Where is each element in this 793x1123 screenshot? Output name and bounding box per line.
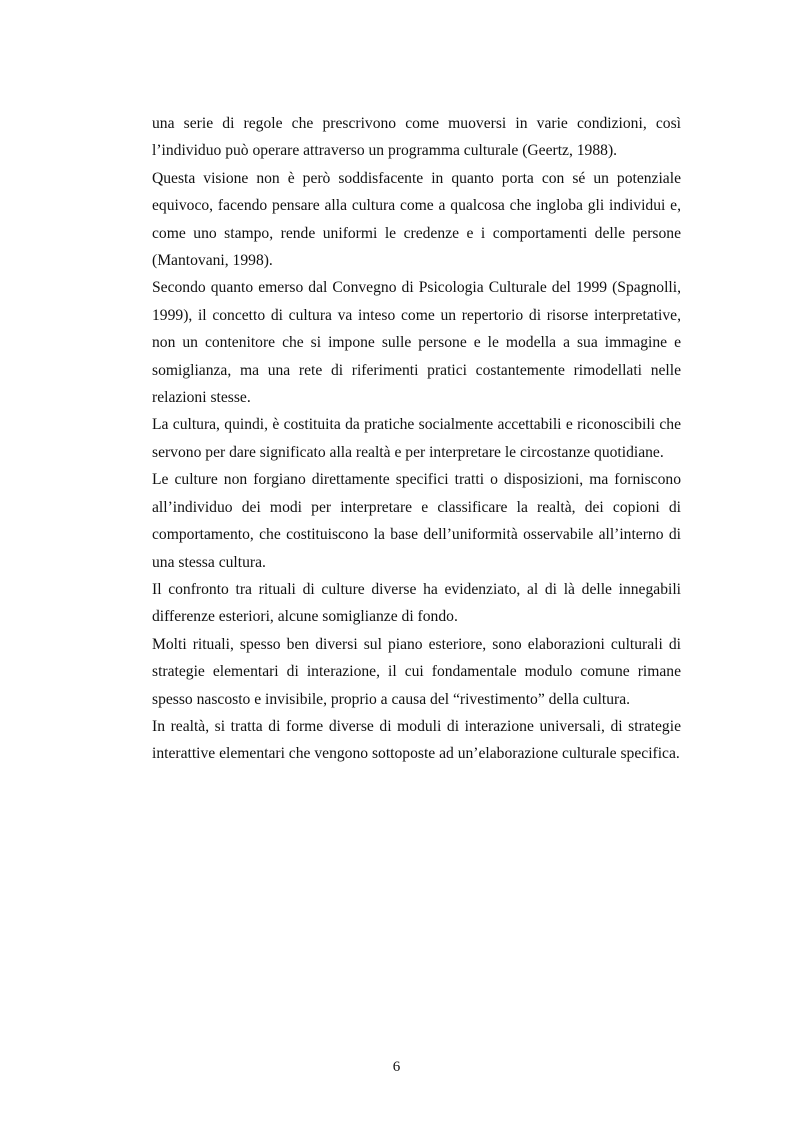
paragraph: una serie di regole che prescrivono come muoversi in varie condizioni, così l’individuo può operare attraverso un programma culturale (Geertz, 1988). [152,115,681,160]
paragraph: Questa visione non è però soddisfacente in quanto porta con sé un potenziale equivoco, facendo pensare alla cultura come a qualcosa che ingloba gli individui e, come uno stampo, rende uniformi le credenze e i comportamenti delle persone (Mantovani, 1998). [152,169,681,270]
paragraph: In realtà, si tratta di forme diverse di moduli di interazione universali, di strategie interattive elementari che vengono sottoposte ad un’elaborazione culturale specifica. [152,717,681,763]
body-text [152,110,681,768]
paragraph: Il confronto tra rituali di culture diverse ha evidenziato, al di là delle innegabili differenze esteriori, alcune somiglianze di fondo. [152,580,681,626]
paragraph: La cultura, quindi, è costituita da pratiche socialmente accettabili e riconoscibili che servono per dare significato alla realtà e per interpretare le circostanze quotidiane. [152,416,681,461]
paragraph: Secondo quanto emerso dal Convegno di Psicologia Culturale del 1999 (Spagnolli, 1999), il concetto di cultura va inteso come un repertorio di risorse interpretative, non un contenitore che si impone sulle persone e le modella a sua immagine e somiglianza, ma una rete di riferimenti pratici costantemente rimodellati nelle relazioni stesse. [152,279,681,407]
page-number: 6 [392,1059,401,1075]
paragraph: Le culture non forgiano direttamente specifici tratti o disposizioni, ma forniscono all’individuo dei modi per interpretare e classificare la realtà, dei copioni di comportamento, che costituiscono la base dell’uniformità osservabile all’interno di una stessa cultura. [152,471,681,571]
paragraph: Molti rituali, spesso ben diversi sul piano esteriore, sono elaborazioni culturali di strategie elementari di interazione, il cui fondamentale modulo comune rimane spesso nascosto e invisibile, proprio a causa del “rivestimento” della cultura. [152,635,681,708]
